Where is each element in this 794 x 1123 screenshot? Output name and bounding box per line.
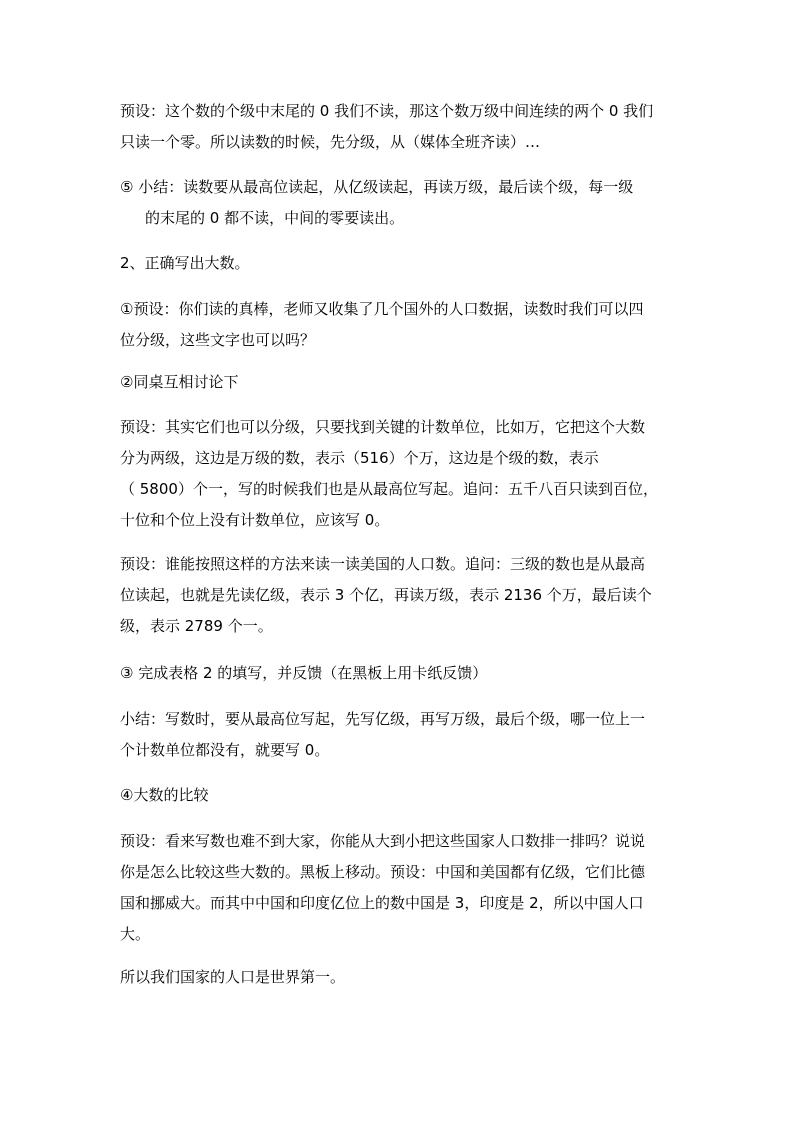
text-line: ④大数的比较 — [120, 786, 209, 804]
text-line: 预设：谁能按照这样的方法来读一读美国的人口数。追问：三级的数也是从最高 — [120, 555, 646, 573]
text-line: 的末尾的 0 都不读，中间的零要读出。 — [145, 209, 405, 227]
text-line: ⑤ 小结：读数要从最高位读起，从亿级读起，再读万级，最后读个级，每一级 — [120, 178, 634, 196]
paragraph-conclusion — [120, 962, 680, 993]
text-line: 2、正确写出大数。 — [120, 254, 250, 272]
text-line: 小结：写数时，要从最高位写起，先写亿级，再写万级，最后个级，哪一位上一 — [120, 710, 646, 728]
text-line: 位分级，这些文字也可以吗？ — [120, 331, 316, 349]
paragraph-preset-foreign-population — [120, 294, 680, 356]
text-line: 分为两级，这边是万级的数，表示（516）个万，这边是个级的数，表示 — [120, 449, 599, 467]
text-line: 大。 — [120, 925, 151, 943]
text-line: ①预设：你们读的真棒，老师又收集了几个国外的人口数据，读数时我们可以四 — [120, 300, 644, 318]
text-line: ③ 完成表格 2 的填写，并反馈（在黑板上用卡纸反馈） — [120, 664, 488, 682]
text-line: （ 5800）个一，写的时候我们也是从最高位写起。追问：五千八百只读到百位， — [120, 480, 658, 498]
paragraph-preset-us-population — [120, 549, 680, 642]
text-line: 所以我们国家的人口是世界第一。 — [120, 968, 346, 986]
paragraph-summary-reading — [120, 172, 680, 234]
text-line: 位读起，也就是先读亿级，表示 3 个亿，再读万级，表示 2136 个万，最后读个 — [120, 586, 652, 604]
text-line: 国和挪威大。而其中中国和印度亿位上的数中国是 3，印度是 2，所以中国人口 — [120, 894, 644, 912]
paragraph-complete-table — [120, 658, 680, 689]
section-heading-writing-numbers — [120, 248, 680, 279]
paragraph-comparison-heading — [120, 780, 680, 811]
paragraph-preset-reading-zeros — [120, 96, 680, 158]
text-line: 预设：这个数的个级中末尾的 0 我们不读，那这个数万级中间连续的两个 0 我们 — [120, 102, 654, 120]
paragraph-desk-discussion — [120, 367, 680, 398]
paragraph-summary-writing — [120, 704, 680, 766]
text-line: 你是怎么比较这些大数的。黑板上移动。预设：中国和美国都有亿级，它们比德 — [120, 863, 646, 881]
text-line: 预设：看来写数也难不到大家，你能从大到小把这些国家人口数排一排吗？说说 — [120, 832, 646, 850]
paragraph-preset-grouping — [120, 412, 680, 536]
text-line: 个计数单位都没有，就要写 0。 — [120, 741, 330, 759]
text-line: 十位和个位上没有计数单位，应该写 0。 — [120, 511, 390, 529]
text-line: ②同桌互相讨论下 — [120, 373, 239, 391]
text-line: 级，表示 2789 个一。 — [120, 617, 273, 635]
paragraph-preset-comparison — [120, 826, 680, 950]
text-line: 只读一个零。所以读数的时候，先分级，从（媒体全班齐读）… — [120, 133, 541, 151]
text-line: 预设：其实它们也可以分级，只要找到关键的计数单位，比如万，它把这个大数 — [120, 418, 646, 436]
